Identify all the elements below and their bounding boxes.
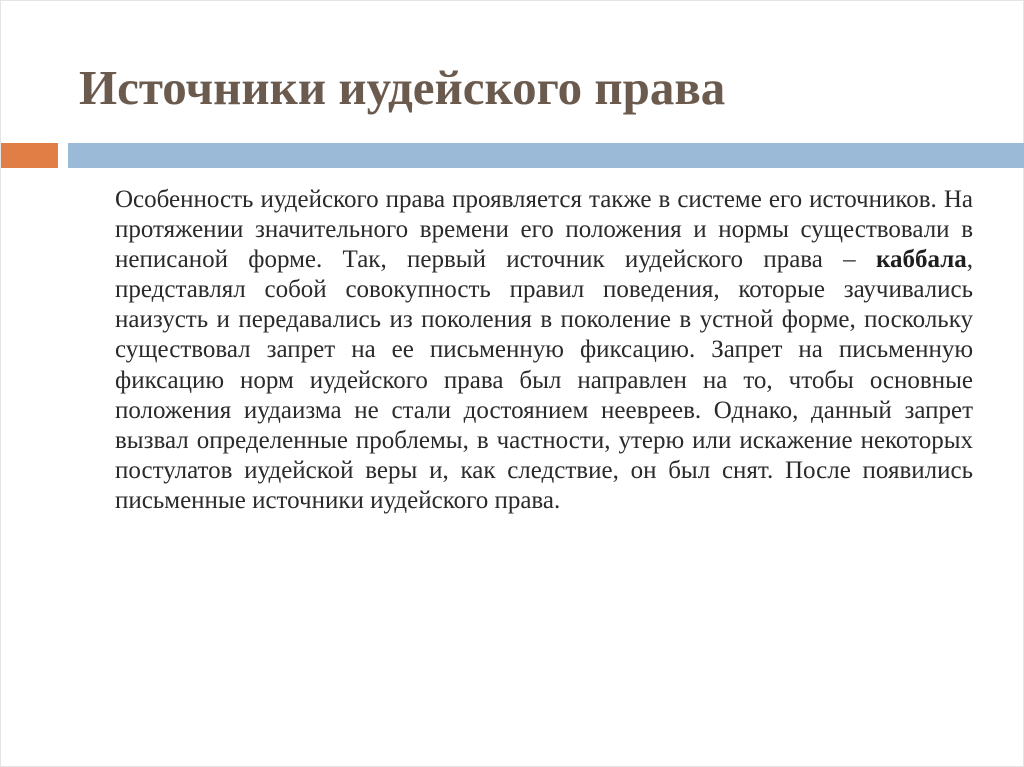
body-paragraph (115, 185, 973, 516)
title-accent-bar-blue (68, 143, 1024, 168)
paragraph-text-end: , представлял собой совокупность правил поведения, которые заучивались наизусть и передавались из поколения в поколение в устной форме, поскольку существовал запрет на ее письменную фиксацию. Запрет на письменную фиксацию норм иудейского права был направлен на то, чтобы основные положения иудаизма не стали достоянием неевреев. Однако, данный запрет вызвал определенные проблемы, в частности, утерю или искажение некоторых постулатов иудейской веры и, как следствие, он был снят. После появились письменные источники иудейского права. (115, 246, 973, 514)
highlighted-term: каббала (875, 246, 967, 274)
slide-title: Источники иудейского права (79, 60, 726, 115)
paragraph-text-start: Особенность иудейского права проявляется также в системе его источников. На протяжении значительного времени его положения и нормы существовали в неписаной форме. Так, первый источник иудейского права – (115, 186, 973, 274)
title-accent-bar-orange (1, 143, 58, 168)
